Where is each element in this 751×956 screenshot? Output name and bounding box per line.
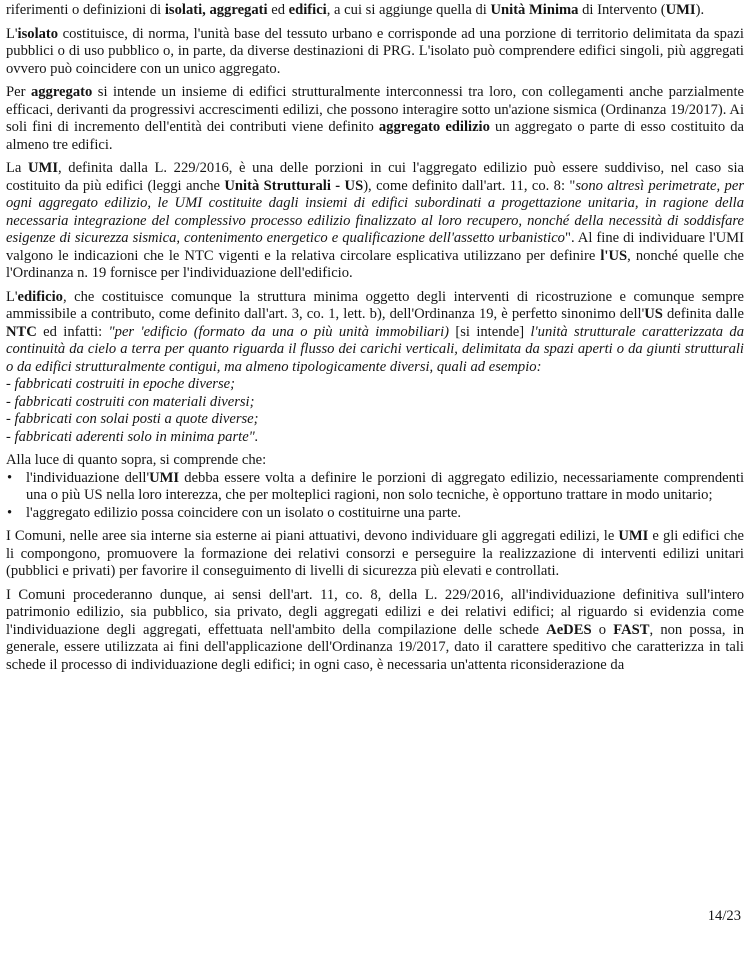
text: , nonché quelle che l'Ordinanza n. 19 fornisce per l'individuazione dell'edificio. [6, 247, 744, 281]
bullet-symbol: • [7, 504, 13, 521]
bold-term: aggregato [30, 84, 93, 100]
text: ). [695, 2, 705, 18]
text: ed infatti: [36, 323, 109, 340]
paragraph-conclusion-intro [6, 452, 744, 470]
bold-term: aggregato edilizio [378, 119, 490, 135]
text: ". Al fine di individuare l'UMI valgono le indicazioni che le NTC vigenti e la relativa circolare esplicativa utilizzano per definire [6, 230, 745, 264]
bold-term: US [644, 306, 663, 322]
text: ), come definito dall'art. 11, co. 8: " [363, 177, 576, 194]
text: La [6, 160, 29, 176]
paragraph-isolato [6, 26, 744, 79]
italic-quote: l'unità strutturale caratterizzata da continuità da cielo a terra per quanto riguarda il flusso dei carichi verticali, delimitata da spazi aperti o da giunti strutturali o da edifici strutturalmente contigui, ma almeno tipologicamente diversi, quali ad esempio: [6, 323, 745, 375]
text: definita dalle [662, 306, 744, 322]
text: , a cui si aggiunge quella di [326, 2, 491, 18]
list-item: - fabbricati costruiti con materiali diversi; [6, 393, 255, 410]
bold-term: Unità Strutturali - US [224, 177, 364, 194]
text: si intende un insieme di edifici strutturalmente interconnessi tra loro, con collegamenti anche parzialmente efficaci, derivanti da progressivi accrescimenti edilizi, che possono interagire sotto un'azione sismica (Ordinanza 19/2017). Ai soli fini di incremento dell'entità dei contributi viene definito [6, 84, 744, 135]
text: [si intende] [449, 323, 531, 340]
paragraph-definitions-intro [6, 2, 744, 20]
bold-term: UMI [618, 528, 649, 544]
bold-term: FAST [613, 621, 650, 638]
text: , che costituisce comunque la struttura minima oggetto degli interventi di ricostruzione e comunque sempre ammissibile a contributo, come definito dall'art. 3, co. 1, lett. b), dell'Ordinanza 19, è perfetto sinonimo dell' [6, 288, 744, 322]
text: di Intervento ( [578, 2, 666, 18]
italic-quote: "per 'edificio (formato da una o più unità immobiliari) [108, 323, 450, 340]
bold-term: AeDES [546, 621, 592, 638]
list-item: - fabbricati aderenti solo in minima parte". [6, 428, 259, 445]
text: l'aggregato edilizio possa coincidere con un isolato o costituirne una parte. [26, 504, 462, 521]
bullet-item [6, 470, 744, 505]
text: ed [267, 2, 289, 18]
paragraph-comuni-duties [6, 528, 744, 581]
text: Per [6, 84, 31, 100]
document-body [6, 2, 744, 680]
text: , non possa, in generale, essere utilizzata ai fini dell'applicazione dell'Ordinanza 19/2017, dato il carattere speditivo che caratterizza in tali schede il processo di individuazione degli edifici; in ogni caso, è necessaria un'attenta riconsiderazione da [6, 621, 745, 673]
text: o [591, 621, 614, 638]
list-item: - fabbricati costruiti in epoche diverse; [6, 376, 235, 392]
text: Alla luce di quanto sopra, si comprende che: [6, 452, 267, 468]
page-number: 14/23 [707, 908, 741, 924]
italic-quote: sono altresì perimetrate, per ogni aggregato edilizio, le UMI costituite dagli insiemi di edifici subordinati a progettazione unitaria, in ragione della necessaria integrazione del complessivo processo edilizio finalizzato al loro recupero, nonché della necessità di soddisfare esigenze di sicurezza sismica, contenimento energetico e qualificazione dell'assetto urbanistico [6, 177, 744, 246]
text: riferimenti o definizioni di [6, 2, 165, 18]
text: e gli edifici che li compongono, promuovere la formazione dei relativi consorzi e perseguire la realizzazione di interventi edilizi unitari (pubblici e privati) per favorire il conseguimento di livelli di sicurezza più elevati e controllati. [6, 528, 744, 579]
text: L' [6, 25, 18, 42]
paragraph-comuni-procedure [6, 587, 744, 675]
bold-term: l'US [600, 247, 628, 264]
bold-term: UMI [28, 160, 59, 176]
text: I Comuni, nelle aree sia interne sia esterne ai piani attuativi, devono individuare gli aggregati edilizi, le [6, 528, 619, 544]
text: costituisce, di norma, l'unità base del tessuto urbano e corrisponde ad una porzione di territorio delimitata da spazi pubblici o di uso pubblico o, in parte, da diverse destinazioni di PRG. L'isolato può comprendere edifici singoli, più aggregati ovvero può coincidere con un unico aggregato. [6, 25, 744, 77]
paragraph-aggregato [6, 84, 744, 154]
conclusion-bullet-list [6, 470, 744, 523]
paragraph-edificio [6, 289, 744, 377]
text: un aggregato o parte di esso costituito da almeno tre edifici. [6, 119, 745, 153]
list-item: - fabbricati con solai posti a quote diverse; [6, 411, 259, 427]
text: L' [6, 288, 18, 305]
text: l'individuazione dell' [26, 469, 150, 486]
bold-term: UMI [149, 469, 180, 486]
bullet-symbol: • [7, 469, 13, 486]
bold-term: UMI [665, 2, 696, 18]
text: , definita dalla L. 229/2016, è una delle porzioni in cui l'aggregato edilizio può essere suddiviso, nel caso sia costituito da più edifici (leggi anche [6, 160, 744, 194]
bold-term: edificio [17, 288, 63, 305]
paragraph-umi [6, 160, 744, 283]
bold-term: edifici [288, 2, 327, 18]
bold-term: Unità Minima [490, 2, 579, 18]
bold-term: isolati, aggregati [164, 2, 268, 18]
text: debba essere volta a definire le porzioni di aggregato edilizio, necessariamente comprendenti una o più US nella loro interezza, che per molteplici ragioni, non solo tecniche, è opportuno trattare in modo unitario; [26, 469, 745, 503]
bold-term: NTC [6, 323, 37, 340]
text: I Comuni procederanno dunque, ai sensi dell'art. 11, co. 8, della L. 229/2016, all'individuazione definitiva sull'intero patrimonio edilizio, sia pubblico, sia privato, degli aggregati edilizi e dei relativi edifici; al riguardo si evidenzia come l'individuazione degli aggregati, effettuata nell'ambito della compilazione delle schede [6, 586, 744, 638]
bullet-item [6, 505, 744, 523]
bold-term: isolato [17, 25, 59, 42]
building-examples-list [6, 376, 744, 446]
